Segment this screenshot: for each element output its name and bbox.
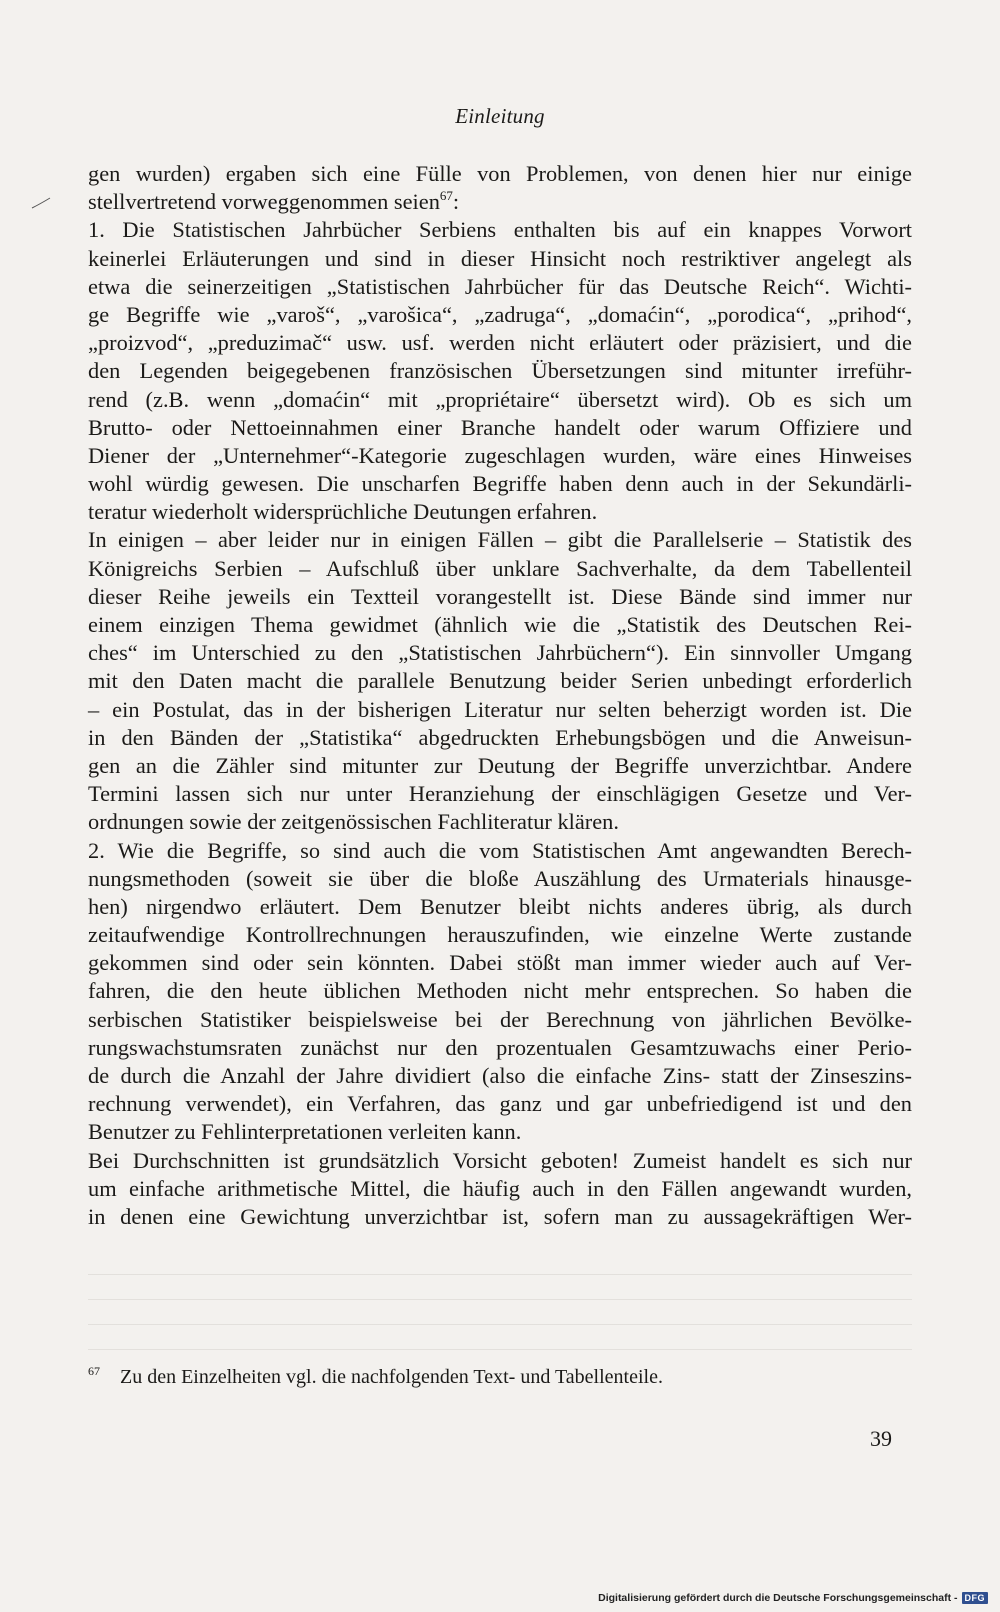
text-line: zeitaufwendige Kontrollrechnungen herauszufinden, wie einzelne Werte zustande	[88, 922, 912, 948]
text-line: rungswachstumsraten zunächst nur den prozentualen Gesamtzuwachs einer Perio-	[88, 1034, 912, 1060]
text-line: In einigen – aber leider nur in einigen Fällen – gibt die Parallelserie – Statistik des	[88, 527, 912, 553]
text-line: rechnung verwendet), ein Verfahren, das ganz und gar unbefriedigend ist und den	[88, 1091, 912, 1117]
footnote-number: 67	[88, 1364, 100, 1378]
running-head: Einleitung	[455, 104, 545, 128]
text-line: gen wurden) ergaben sich eine Fülle von Problemen, von denen hier nur einige	[88, 161, 912, 186]
text-line: wohl würdig gewesen. Die unscharfen Begriffe haben denn auch in der Sekundärli-	[88, 471, 912, 497]
pen-mark-icon	[30, 196, 52, 210]
text-line: gen an die Zähler sind mitunter zur Deutung der Begriffe unverzichtbar. Andere	[88, 752, 912, 778]
text-line: teratur wiederholt widersprüchliche Deutungen erfahren.	[88, 499, 598, 525]
digitization-credit	[598, 1592, 988, 1604]
text-line: in den Bänden der „Statistika“ abgedruckten Erhebungsbögen und die Anweisun-	[88, 724, 912, 750]
footnote-reference-suffix: :	[452, 189, 460, 215]
text-line: um einfache arithmetische Mittel, die häufig auch in den Fällen angewandt wurden,	[88, 1175, 912, 1201]
text-line-content: stellvertretend vorweggenommen seien	[88, 189, 440, 215]
text-line: de durch die Anzahl der Jahre dividiert (also die einfache Zins- statt der Zinseszins-	[88, 1063, 912, 1088]
text-line: etwa die seinerzeitigen „Statistischen Jahrbücher für das Deutsche Reich“. Wichti-	[88, 273, 912, 299]
page-number: 39	[870, 1426, 892, 1451]
text-line: gekommen sind oder sein könnten. Dabei stößt man immer wieder auch auf Ver-	[88, 950, 912, 976]
text-line: „proizvod“, „preduzimač“ usw. usf. werden nicht erläutert oder präzisiert, und die	[88, 330, 912, 356]
text-line: ches“ im Unterschied zu den „Statistischen Jahrbüchern“). Ein sinnvoller Umgang	[88, 640, 912, 666]
text-line: hen) nirgendwo erläutert. Dem Benutzer bleibt nichts anderes übrig, als durch	[88, 893, 912, 919]
text-line: Termini lassen sich nur unter Heranziehung der einschlägigen Gesetze und Ver-	[88, 781, 912, 807]
text-line: mit den Daten macht die parallele Benutzung beider Serien unbedingt erforderlich	[88, 668, 912, 694]
text-line: rend (z.B. wenn „domaćin“ mit „propriétaire“ übersetzt wird). Ob es sich um	[88, 386, 912, 412]
text-line: Bei Durchschnitten ist grundsätzlich Vorsicht geboten! Zumeist handelt es sich nur	[88, 1147, 912, 1173]
bleed-through-shadow	[88, 1274, 912, 1350]
text-line: Benutzer zu Fehlinterpretationen verleiten kann.	[88, 1119, 522, 1145]
text-line: – ein Postulat, das in der bisherigen Literatur nur selten beherzigt worden ist. Die	[88, 696, 912, 722]
text-line: Königreichs Serbien – Aufschluß über unklare Sachverhalte, da dem Tabellenteil	[88, 555, 912, 581]
text-line: serbischen Statistiker beispielsweise bei der Berechnung von jährlichen Bevölke-	[88, 1006, 912, 1032]
text-line: 2. Wie die Begriffe, so sind auch die vom Statistischen Amt angewandten Berech-	[88, 837, 912, 863]
text-line: Brutto- oder Nettoeinnahmen einer Branche handelt oder warum Offiziere und	[88, 414, 912, 440]
text-line	[88, 188, 912, 216]
credit-text: Digitalisierung gefördert durch die Deutsche Forschungsgemeinschaft -	[598, 1592, 958, 1604]
text-line: einem einzigen Thema gewidmet (ähnlich wie die „Statistik des Deutschen Rei-	[88, 612, 912, 637]
text-line: ge Begriffe wie „varoš“, „varošica“, „zadruga“, „domaćin“, „porodica“, „prihod“,	[88, 301, 912, 327]
text-line: 1. Die Statistischen Jahrbücher Serbiens enthalten bis auf ein knappes Vorwort	[88, 217, 912, 243]
text-line: in denen eine Gewichtung unverzichtbar ist, sofern man zu aussagekräftigen Wer-	[88, 1203, 912, 1229]
text-line: fahren, die den heute üblichen Methoden nicht mehr entsprechen. So haben die	[88, 978, 912, 1004]
text-line: nungsmethoden (soweit sie über die bloße Auszählung des Urmaterials hinausge-	[88, 865, 912, 891]
text-line: keinerlei Erläuterungen und sind in dieser Hinsicht noch restriktiver angelegt als	[88, 245, 912, 271]
footnote	[88, 1358, 912, 1390]
text-line: dieser Reihe jeweils ein Textteil vorangestellt ist. Diese Bände sind immer nur	[88, 583, 912, 609]
text-line: Diener der „Unternehmer“-Kategorie zugeschlagen wurden, wäre eines Hinweises	[88, 442, 912, 468]
dfg-logo: DFG	[962, 1592, 989, 1604]
body-text	[88, 160, 912, 1231]
footnote-reference: 67	[439, 188, 453, 204]
text-line: ordnungen sowie der zeitgenössischen Fachliteratur klären.	[88, 809, 619, 835]
text-line: den Legenden beigegebenen französischen Übersetzungen sind mitunter irreführ-	[88, 358, 912, 384]
footnote-text: Zu den Einzelheiten vgl. die nachfolgenden Text- und Tabellenteile.	[120, 1366, 663, 1388]
